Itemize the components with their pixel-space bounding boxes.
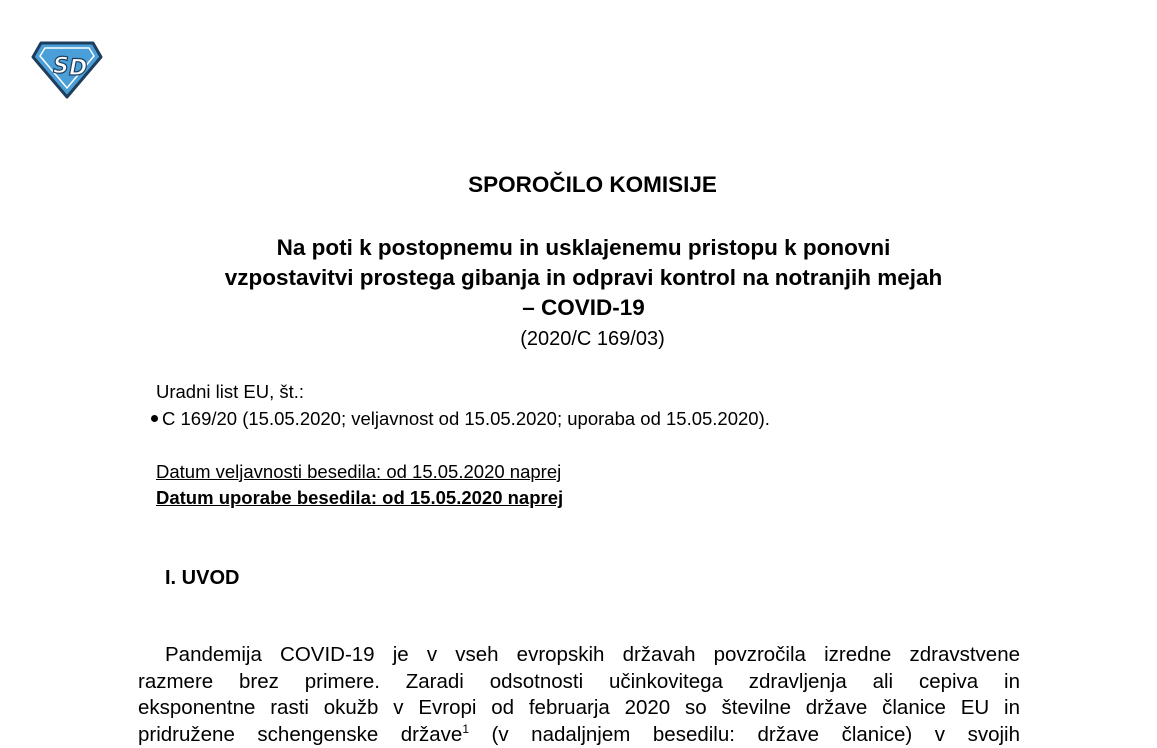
document-reference: (2020/C 169/03) bbox=[0, 326, 1157, 352]
subtitle-line: vzpostavitvi prostega gibanja in odpravi kontrol na notranjih mejah bbox=[142, 263, 1025, 293]
paragraph-line: razmere brez primere. Zaradi odsotnosti učinkovitega zdravljenja ali cepiva in bbox=[138, 669, 1020, 696]
gazette-entry-text: C 169/20 (15.05.2020; veljavnost od 15.05.2020; uporaba od 15.05.2020). bbox=[162, 408, 770, 429]
subtitle-line: – COVID-19 bbox=[142, 293, 1025, 323]
document-subtitle bbox=[142, 233, 1025, 323]
logo-letter-s: S bbox=[53, 54, 69, 79]
gazette-entry bbox=[151, 407, 770, 431]
application-date: Datum uporabe besedila: od 15.05.2020 naprej bbox=[156, 486, 563, 510]
document-title: SPOROČILO KOMISIJE bbox=[0, 171, 1157, 199]
gazette-label: Uradni list EU, št.: bbox=[156, 380, 304, 404]
paragraph-text: (v nadaljnjem besedilu: države članice) v svojih bbox=[469, 723, 1020, 746]
validity-date: Datum veljavnosti besedila: od 15.05.2020 naprej bbox=[156, 460, 561, 484]
paragraph-line: Pandemija COVID-19 je v vseh evropskih državah povzročila izredne zdravstvene bbox=[138, 642, 1020, 669]
paragraph-text: pridružene schengenske države bbox=[138, 723, 462, 746]
body-paragraph bbox=[138, 642, 1020, 748]
footnote-ref[interactable]: 1 bbox=[462, 722, 469, 736]
section-heading: I. UVOD bbox=[165, 565, 239, 591]
subtitle-line: Na poti k postopnemu in usklajenemu pristopu k ponovni bbox=[142, 233, 1025, 263]
bullet-icon bbox=[151, 415, 158, 422]
paragraph-line-last bbox=[138, 722, 1020, 748]
paragraph-line: eksponentne rasti okužb v Evropi od februarja 2020 so številne države članice EU in bbox=[138, 695, 1020, 722]
logo bbox=[31, 41, 103, 99]
logo-letter-d: D bbox=[69, 56, 87, 81]
shield-diamond-logo-icon bbox=[31, 41, 103, 99]
